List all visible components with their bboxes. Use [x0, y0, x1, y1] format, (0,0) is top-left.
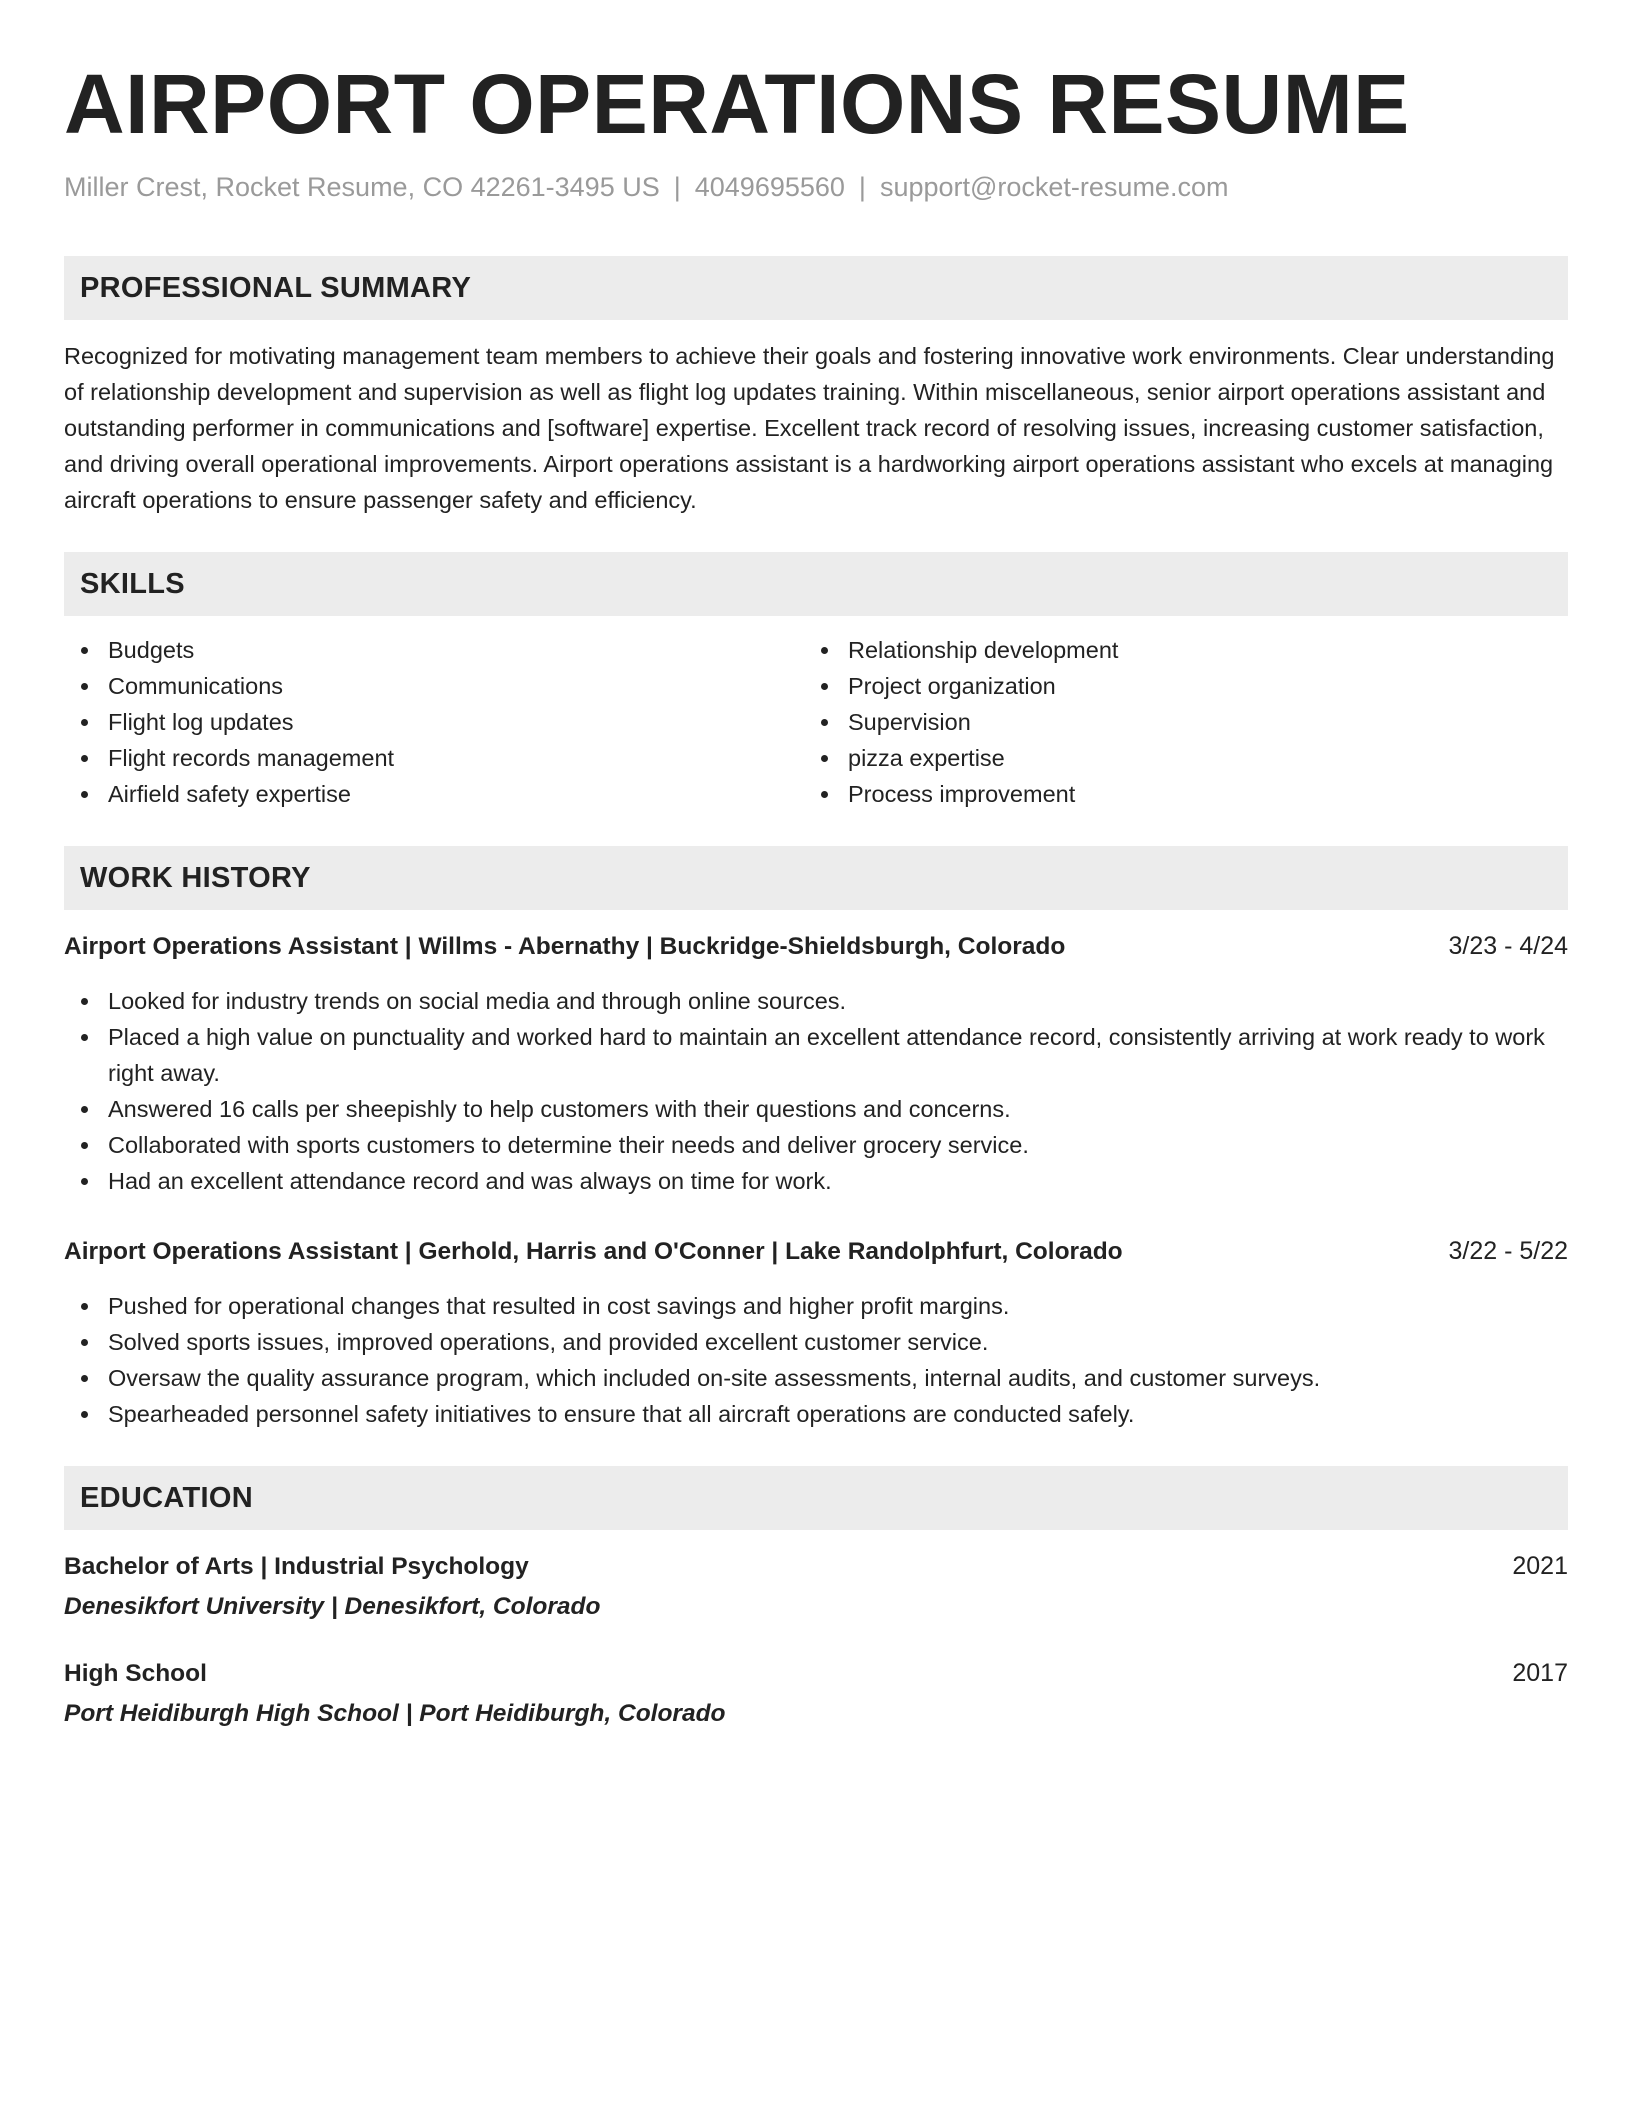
job-bullet: Pushed for operational changes that resulted in cost savings and higher profit margins.	[64, 1288, 1568, 1324]
school: Port Heidiburgh High School | Port Heidiburgh, Colorado	[64, 1700, 726, 1727]
job-bullet: Spearheaded personnel safety initiatives to ensure that all aircraft operations are conducted safely.	[64, 1396, 1568, 1432]
contact-separator: |	[858, 172, 866, 202]
education-header	[64, 1548, 1568, 1585]
contact-line	[64, 170, 1568, 204]
skills-column-right	[804, 632, 1544, 812]
job-bullets	[64, 983, 1568, 1199]
contact-separator: |	[673, 172, 681, 202]
degree: High School	[64, 1660, 207, 1687]
skill-item: Relationship development	[804, 632, 1544, 668]
section-heading-skills: SKILLS	[64, 552, 1568, 616]
job-bullet: Looked for industry trends on social media and through online sources.	[64, 983, 1568, 1019]
skill-item: Flight log updates	[64, 704, 804, 740]
resume-title: AIRPORT OPERATIONS RESUME	[64, 57, 1410, 151]
job-entry	[64, 1233, 1568, 1432]
skill-item: Project organization	[804, 668, 1544, 704]
job-bullet: Oversaw the quality assurance program, which included on-site assessments, internal audits, and customer surveys.	[64, 1360, 1568, 1396]
education-header	[64, 1655, 1568, 1692]
job-title: Airport Operations Assistant | Gerhold, Harris and O'Conner | Lake Randolphfurt, Colorado	[64, 1238, 1123, 1265]
job-bullet: Solved sports issues, improved operations, and provided excellent customer service.	[64, 1324, 1568, 1360]
phone: 4049695560	[694, 172, 845, 202]
skill-item: Supervision	[804, 704, 1544, 740]
skill-item: pizza expertise	[804, 740, 1544, 776]
address: Miller Crest, Rocket Resume, CO 42261-3495 US	[64, 172, 660, 202]
education-entry	[64, 1548, 1568, 1625]
skills-list	[64, 632, 1568, 812]
education-entry	[64, 1655, 1568, 1732]
job-bullets	[64, 1288, 1568, 1432]
graduation-year: 2017	[1512, 1659, 1568, 1687]
section-heading-education: EDUCATION	[64, 1466, 1568, 1530]
skills-column-left	[64, 632, 804, 812]
email-link[interactable]: support@rocket-resume.com	[879, 172, 1229, 202]
job-header	[64, 1233, 1568, 1270]
job-bullet: Collaborated with sports customers to determine their needs and deliver grocery service.	[64, 1127, 1568, 1163]
school: Denesikfort University | Denesikfort, Colorado	[64, 1593, 601, 1620]
job-dates: 3/22 - 5/22	[1448, 1237, 1568, 1265]
job-entry	[64, 928, 1568, 1199]
skill-item: Process improvement	[804, 776, 1544, 812]
degree: Bachelor of Arts | Industrial Psychology	[64, 1553, 529, 1580]
job-dates: 3/23 - 4/24	[1448, 932, 1568, 960]
job-bullet: Had an excellent attendance record and was always on time for work.	[64, 1163, 1568, 1199]
summary-text: Recognized for motivating management team members to achieve their goals and fostering innovative work environments. Clear understanding of relationship development and supervision as well as flight log updates training. Within miscellaneous, senior airport operations assistant and outstanding performer in communications and [software] expertise. Excellent track record of resolving issues, increasing customer satisfaction, and driving overall operational improvements. Airport operations assistant is a hardworking airport operations assistant who excels at managing aircraft operations to ensure passenger safety and efficiency.	[64, 343, 1555, 513]
skill-item: Budgets	[64, 632, 804, 668]
section-heading-summary: PROFESSIONAL SUMMARY	[64, 256, 1568, 320]
job-bullet: Answered 16 calls per sheepishly to help customers with their questions and concerns.	[64, 1091, 1568, 1127]
skill-item: Communications	[64, 668, 804, 704]
skill-item: Airfield safety expertise	[64, 776, 804, 812]
job-header	[64, 928, 1568, 965]
graduation-year: 2021	[1512, 1552, 1568, 1580]
job-title: Airport Operations Assistant | Willms - Abernathy | Buckridge-Shieldsburgh, Colorado	[64, 933, 1066, 960]
job-bullet: Placed a high value on punctuality and worked hard to maintain an excellent attendance record, consistently arriving at work ready to work right away.	[64, 1019, 1568, 1091]
skill-item: Flight records management	[64, 740, 804, 776]
section-heading-work-history: WORK HISTORY	[64, 846, 1568, 910]
